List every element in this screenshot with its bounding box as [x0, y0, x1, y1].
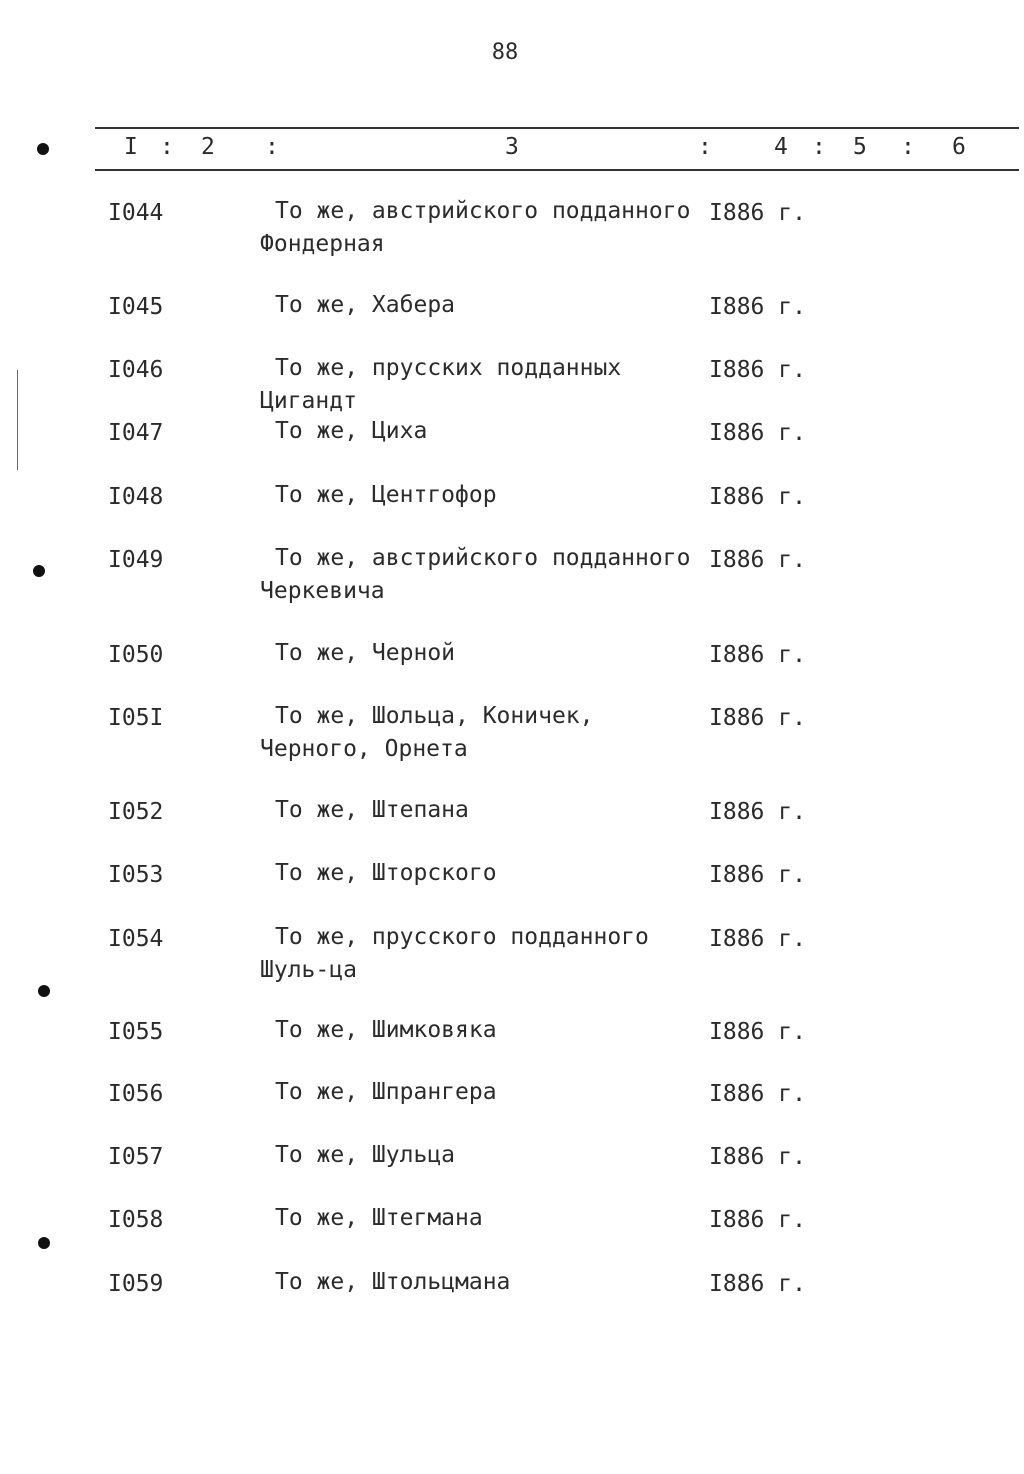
item-description: То же, Шульца [275, 1142, 456, 1168]
header-separator: : [698, 134, 712, 160]
item-number: I049 [108, 547, 164, 573]
item-number: I059 [108, 1271, 164, 1297]
item-description: То же, Центгофор [275, 482, 497, 508]
item-number: I05I [108, 705, 164, 731]
table-header-bottom-rule [95, 169, 1019, 171]
item-description: То же, Хабера [275, 292, 456, 318]
item-number: I047 [108, 420, 164, 446]
item-description: То же, Штегмана [275, 1205, 483, 1231]
item-year: I886 г. [709, 294, 806, 320]
item-number: I052 [108, 799, 164, 825]
table-row [0, 926, 1024, 996]
item-year: I886 г. [709, 420, 806, 446]
item-number: I044 [108, 200, 164, 226]
binder-hole [37, 143, 49, 155]
item-description: То же, Шимковяка [275, 1017, 497, 1043]
item-description: То же, Штепана [275, 797, 469, 823]
item-description: То же, Черной [275, 640, 456, 666]
item-description: То же, Шторского [275, 860, 497, 886]
table-row [0, 200, 1024, 270]
item-year: I886 г. [709, 705, 806, 731]
header-col-5: 5 [853, 134, 867, 160]
item-description: То же, Шольца, Коничек, Черного, Орнета [260, 703, 594, 762]
item-description: То же, прусских подданных Цигандт [260, 355, 622, 414]
item-number: I050 [108, 642, 164, 668]
table-row [0, 1271, 1024, 1341]
item-year: I886 г. [709, 1207, 806, 1233]
item-description: То же, австрийского подданного Фондерная [260, 198, 691, 257]
header-col-2: 2 [201, 134, 215, 160]
item-number: I055 [108, 1019, 164, 1045]
item-number: I058 [108, 1207, 164, 1233]
table-header-top-rule [95, 127, 1019, 129]
header-col-3: 3 [505, 134, 519, 160]
item-description: То же, австрийского подданного Черкевича [260, 545, 691, 604]
item-year: I886 г. [709, 357, 806, 383]
header-separator: : [265, 134, 279, 160]
item-number: I057 [108, 1144, 164, 1170]
item-number: I046 [108, 357, 164, 383]
header-col-6: 6 [952, 134, 966, 160]
item-year: I886 г. [709, 484, 806, 510]
table-row [0, 705, 1024, 775]
item-description: То же, Циха [275, 418, 428, 444]
item-number: I048 [108, 484, 164, 510]
table-row [0, 547, 1024, 617]
item-year: I886 г. [709, 1271, 806, 1297]
item-description: То же, Штольцмана [275, 1269, 511, 1295]
header-separator: : [812, 134, 826, 160]
item-year: I886 г. [709, 926, 806, 952]
item-year: I886 г. [709, 642, 806, 668]
item-number: I056 [108, 1081, 164, 1107]
item-description: То же, Шпрангера [275, 1079, 497, 1105]
item-year: I886 г. [709, 1019, 806, 1045]
item-year: I886 г. [709, 1144, 806, 1170]
item-year: I886 г. [709, 1081, 806, 1107]
item-year: I886 г. [709, 799, 806, 825]
header-col-4: 4 [774, 134, 788, 160]
page-number: 88 [491, 40, 519, 65]
item-description: То же, прусского подданного Шуль-ца [260, 924, 649, 983]
item-number: I053 [108, 862, 164, 888]
header-separator: : [901, 134, 915, 160]
item-year: I886 г. [709, 547, 806, 573]
item-year: I886 г. [709, 862, 806, 888]
item-number: I045 [108, 294, 164, 320]
header-separator: : [160, 134, 174, 160]
header-col-1: I [124, 134, 138, 160]
item-year: I886 г. [709, 200, 806, 226]
item-number: I054 [108, 926, 164, 952]
